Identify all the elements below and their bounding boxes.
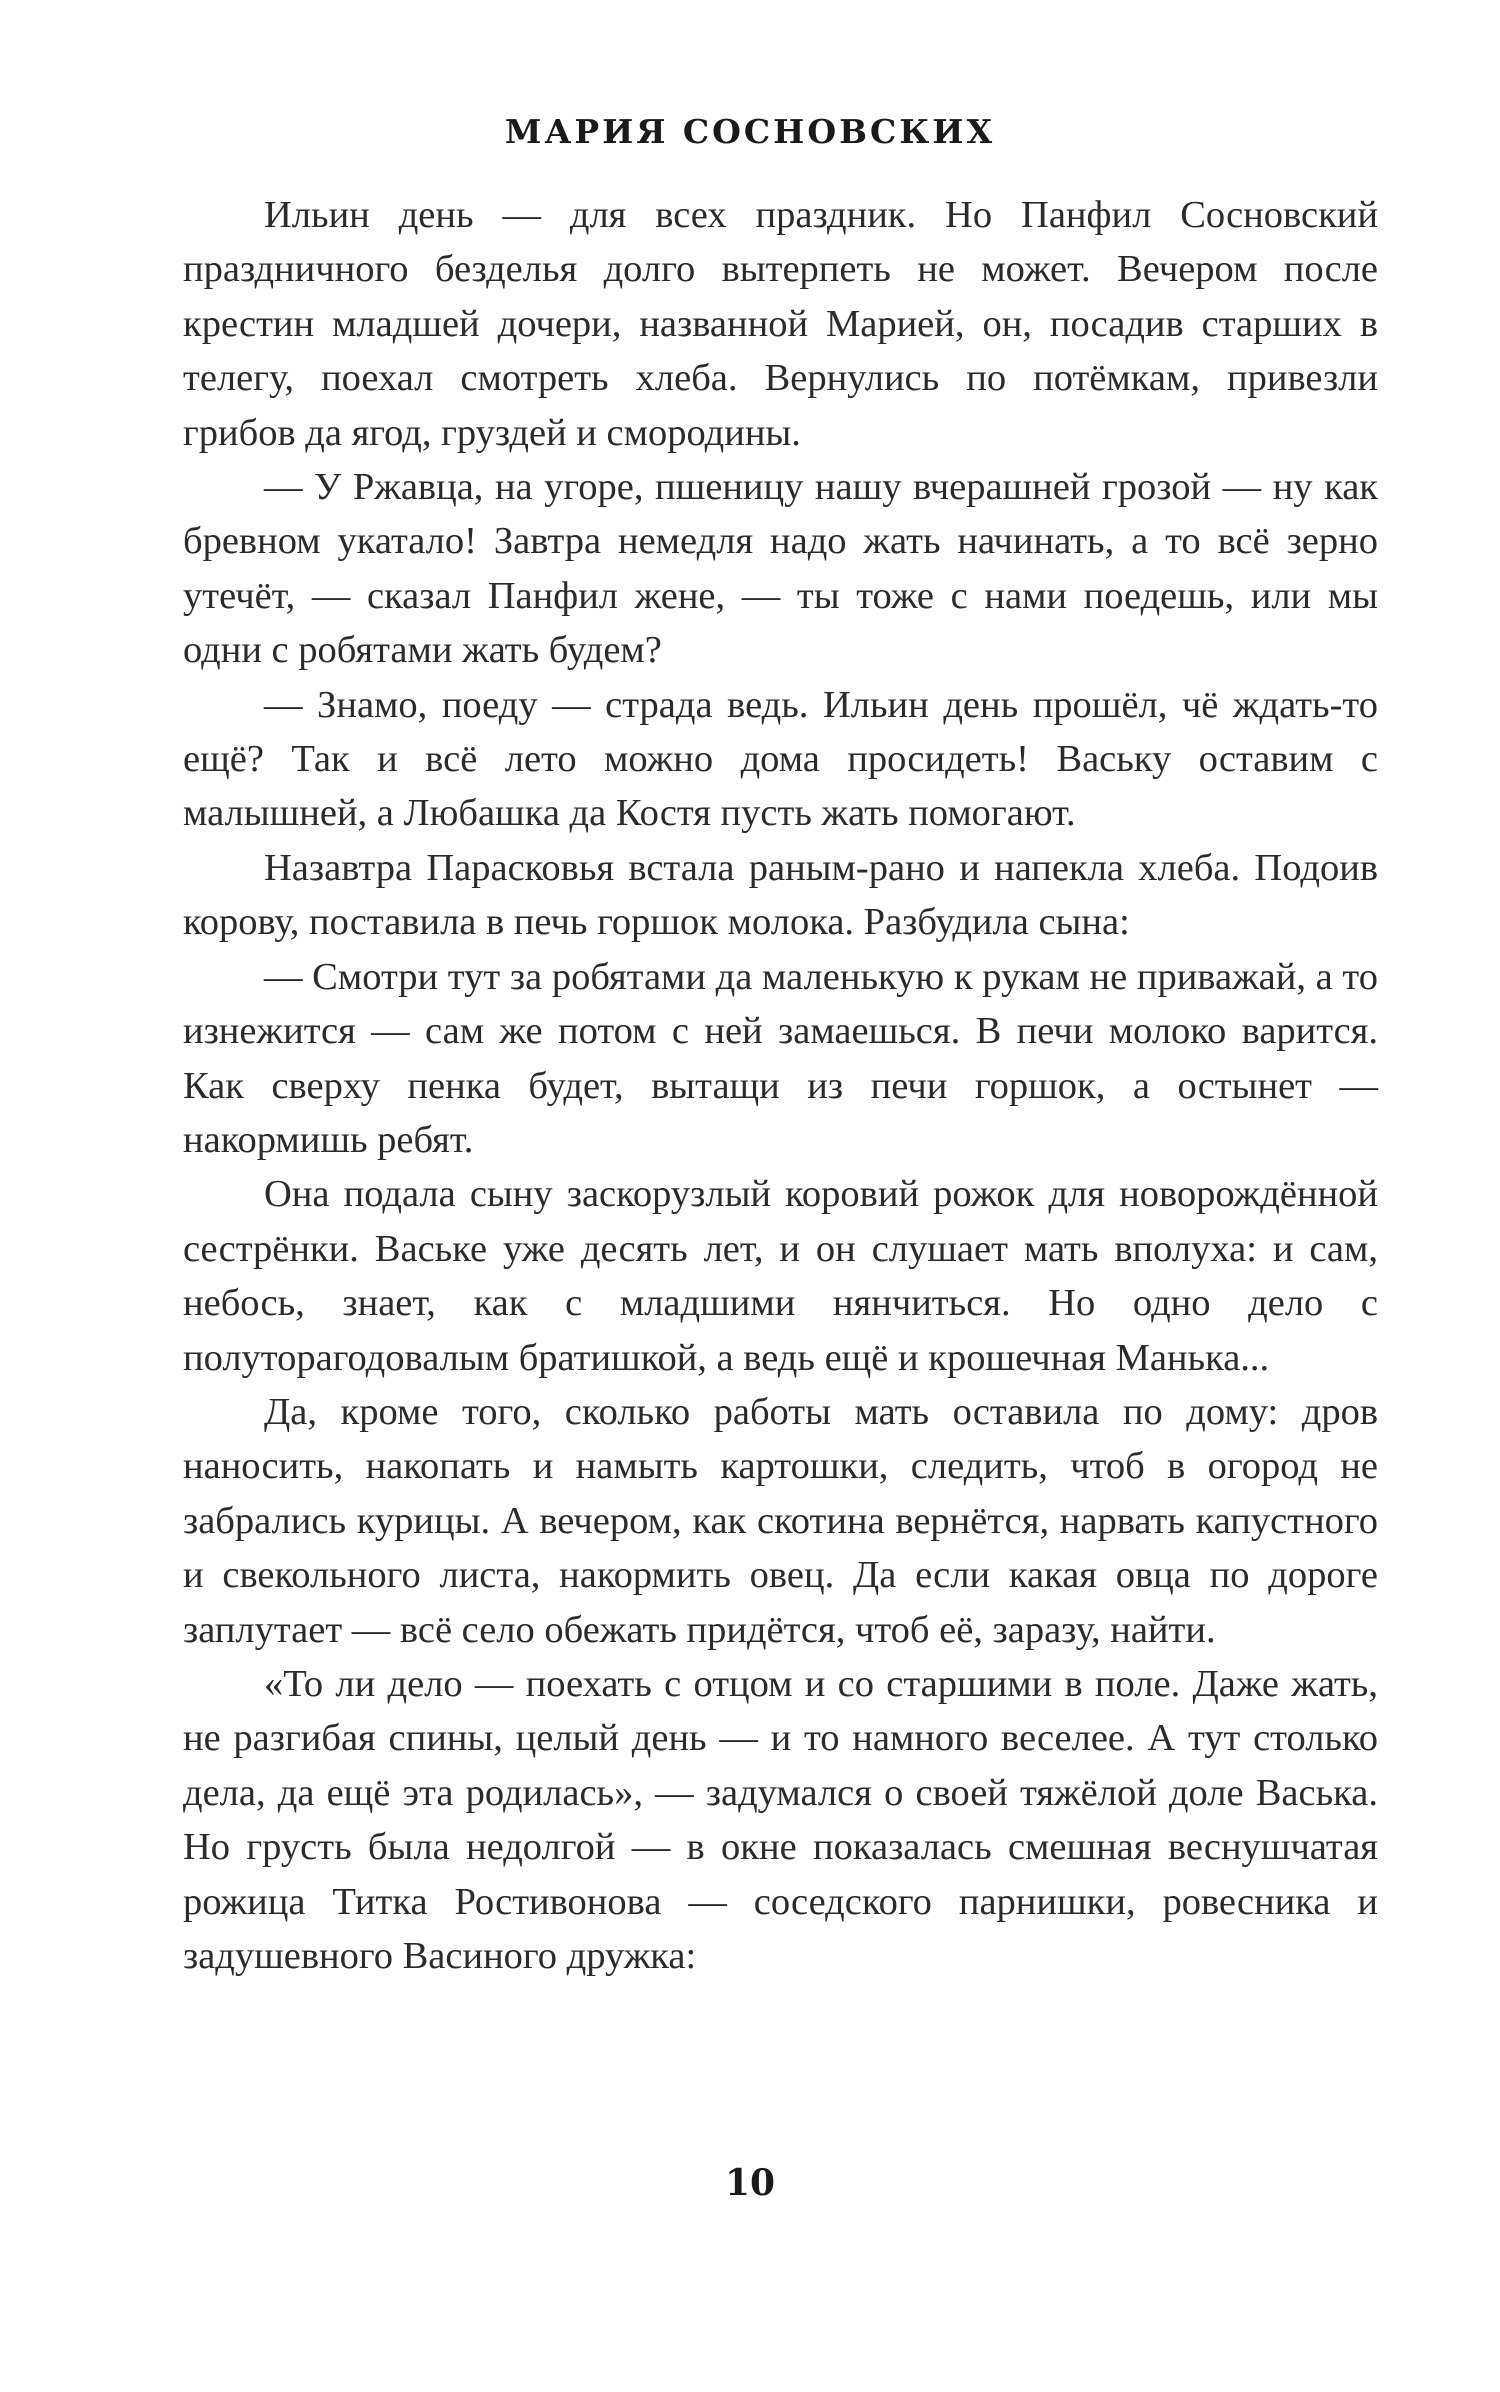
running-head-author: МАРИЯ СОСНОВСКИХ bbox=[504, 112, 996, 151]
paragraph: — Знамо, поеду — страда ведь. Ильин день прошёл, чё ждать-то ещё? Так и всё лето можно дома просидеть! Ваську оставим с малышней, а Любашка да Костя пусть жать помогают. bbox=[183, 683, 1378, 835]
paragraph: Да, кроме того, сколько работы мать оставила по дому: дров наносить, накопать и намыть картошки, следить, чтоб в огород не забрались курицы. А вечером, как скотина вернётся, нарвать капустного и свекольного листа, накормить овец. Да если какая овца по дороге заплутает — всё село обежать придётся, чтоб её, заразу, найти. bbox=[183, 1390, 1378, 1651]
paragraph: Ильин день — для всех праздник. Но Панфил Сосновский праздничного безделья долго вытерпеть не может. Вечером после крестин младшей дочери, названной Марией, он, посадив старших в телегу, поехал смотреть хлеба. Вернулись по потёмкам, привезли грибов да ягод, груздей и смородины. bbox=[183, 194, 1378, 454]
paragraph: — У Ржавца, на угоре, пшеницу нашу вчерашней грозой — ну как бревном укатало! Завтра немедля надо жать начинать, а то всё зерно утечёт, — сказал Панфил жене, — ты тоже с нами поедешь, или мы одни с робятами жать будем? bbox=[183, 466, 1378, 672]
page-number: 10 bbox=[724, 2162, 776, 2204]
paragraph: Она подала сыну заскорузлый коровий рожок для новорождённой сестрёнки. Ваське уже десять лет, и он слушает мать вполуха: и сам, небось, знает, как с младшими нянчиться. Но одно дело с полуторагодовалым братишкой, а ведь ещё и крошечная Манька... bbox=[183, 1173, 1378, 1379]
body-text bbox=[183, 188, 1378, 1983]
paragraph: Назавтра Парасковья встала раным-рано и напекла хлеба. Подоив корову, поставила в печь горшок молока. Разбудила сына: bbox=[183, 846, 1378, 944]
paragraph: — Смотри тут за робятами да маленькую к рукам не приважай, а то изнежится — сам же потом с ней замаешься. В печи молоко варится. Как сверху пенка будет, вытащи из печи горшок, а остынет — накормишь ребят. bbox=[183, 955, 1378, 1161]
paragraph: «То ли дело — поехать с отцом и со старшими в поле. Даже жать, не разгибая спины, целый день — и то намного веселее. А тут столько дела, да ещё эта родилась», — задумался о своей тяжёлой доле Васька. Но грусть была недолгой — в окне показалась смешная веснушчатая рожица Титка Ростивонова — соседского парнишки, ровесника и задушевного Васиного дружка: bbox=[183, 1662, 1378, 1977]
